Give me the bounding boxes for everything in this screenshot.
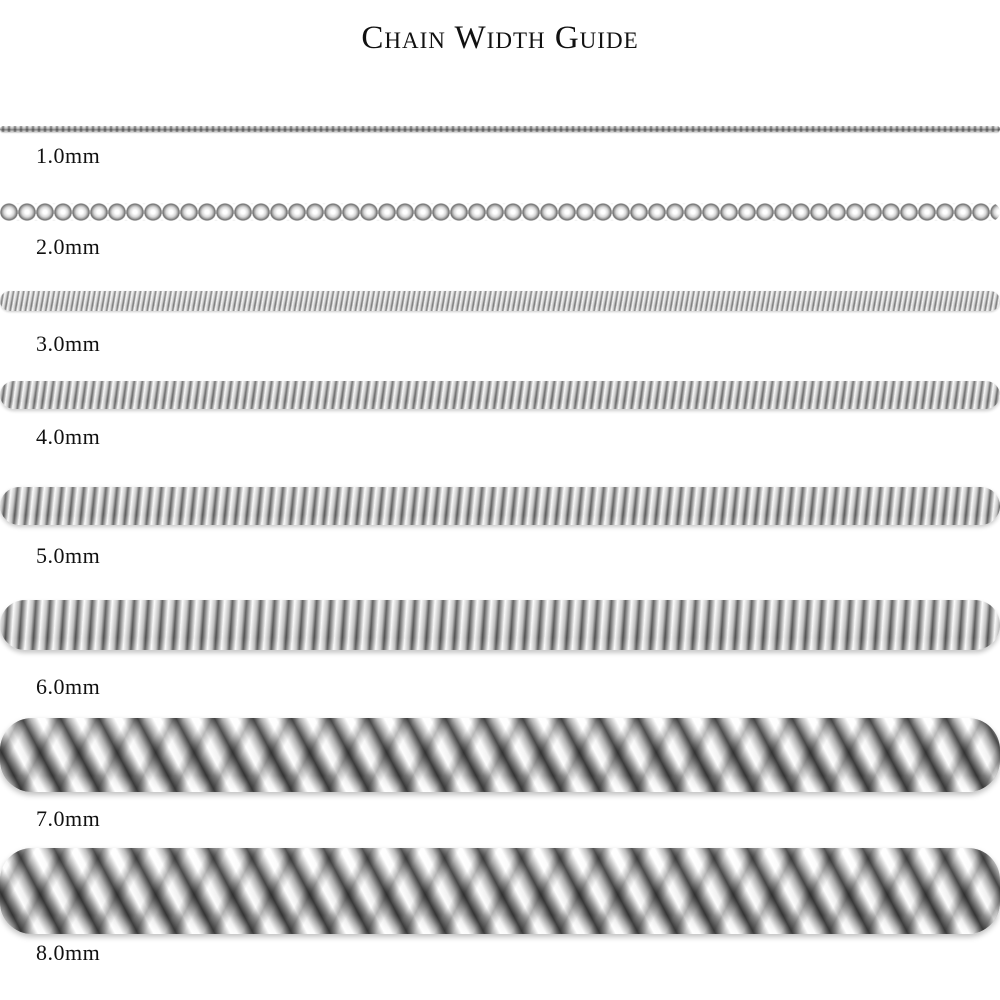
- chain-width-label: 5.0mm: [36, 543, 101, 568]
- chain-sample-image: [0, 848, 1000, 934]
- chain-width-label: 1.0mm: [36, 143, 101, 168]
- chain-sample-image: [0, 203, 1000, 221]
- chain-width-label: 7.0mm: [36, 806, 101, 831]
- chain-sample-image: [0, 126, 1000, 132]
- chain-width-label: 4.0mm: [36, 424, 101, 449]
- chain-sample-image: [0, 718, 1000, 792]
- chain-sample-image: [0, 600, 1000, 650]
- chain-sample-image: [0, 291, 1000, 311]
- chain-width-label: 6.0mm: [36, 674, 101, 699]
- chain-sample-image: [0, 487, 1000, 525]
- chain-sample-image: [0, 381, 1000, 409]
- chain-width-label: 3.0mm: [36, 331, 101, 356]
- page-title: Chain Width Guide: [361, 20, 639, 56]
- chain-width-label: 2.0mm: [36, 234, 101, 259]
- chain-width-label: 8.0mm: [36, 940, 101, 965]
